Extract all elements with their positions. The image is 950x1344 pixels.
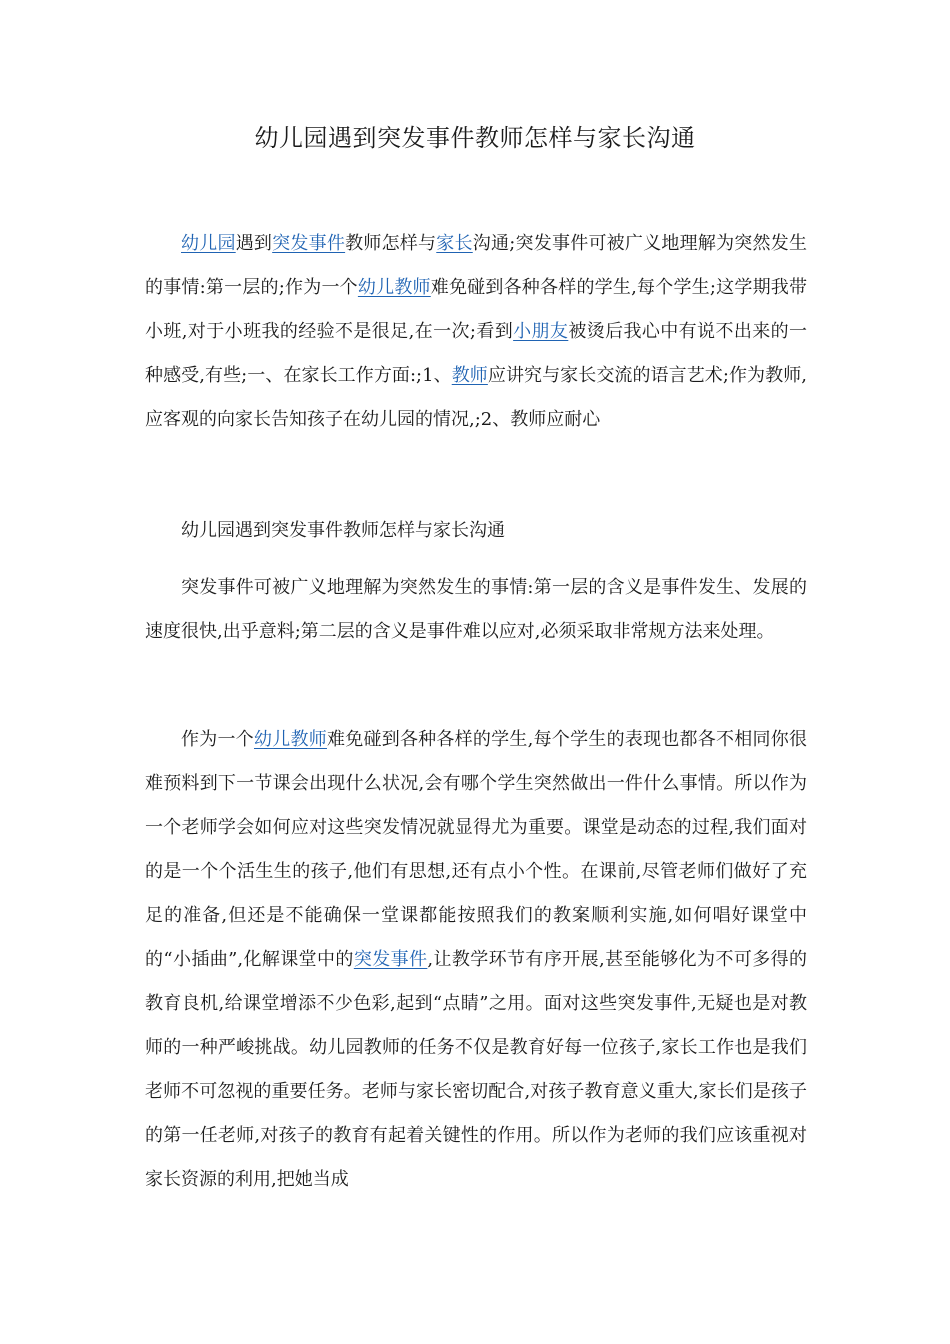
main-text: ,让教学环节有序开展,甚至能够化为不可多得的教育良机,给课堂增添不少色彩,起到“点睛”之用。面对这些突发事件,无疑也是对教师的一种严峻挑战。幼儿园教师的任务不仅是教育好每一位孩子,家长工作也是我们老师不可忽视的重要任务。老师与家长密切配合,对孩子教育意义重大,家长们是孩子的第一任老师,对孩子的教育有起着关键性的作用。所以作为老师的我们应该重视对家长资源的利用,把她当成 [145, 949, 808, 1190]
summary-text: 难免碰到各种各样的学生,每个学生;这学期我带小班,对于小班我的经验不是很足,在一次;看到 [145, 277, 807, 342]
summary-text: 被烫后我心中有说不出来的一种感受,有些;一、在家长工作方面:;1、 [145, 321, 808, 386]
link-kindergarten-teacher-2[interactable]: 幼儿教师 [253, 729, 327, 750]
subheading: 幼儿园遇到突发事件教师怎样与家长沟通 [181, 520, 505, 541]
summary-text: 应讲究与家长交流的语言艺术;作为教师,应客观的向家长告知孩子在幼儿园的情况,;2、教师应耐心 [145, 365, 807, 430]
link-kindergarten-teacher[interactable]: 幼儿教师 [357, 277, 431, 298]
main-text: 难免碰到各种各样的学生,每个学生的表现也都各不相同你很难预料到下一节课会出现什么状况,会有哪个学生突然做出一件什么事情。所以作为一个老师学会如何应对这些突发情况就显得尤为重要。课堂是动态的过程,我们面对的是一个个活生生的孩子,他们有思想,还有点小个性。在课前,尽管老师们做好了充足的准备,但还是不能确保一堂课都能按照我们的教案顺利实施,如何唱好课堂中的“小插曲”,化解课堂中的 [145, 729, 808, 970]
summary-text: 遇到 [235, 233, 273, 254]
summary-paragraph [145, 222, 807, 442]
subheading-paragraph [145, 509, 807, 553]
document-title: 幼儿园遇到突发事件教师怎样与家长沟通 [254, 124, 696, 152]
link-emergency[interactable]: 突发事件 [272, 233, 346, 254]
main-text: 作为一个 [181, 729, 254, 750]
summary-text: 教师怎样与 [345, 233, 437, 254]
main-paragraph [145, 718, 807, 1202]
link-kindergarten[interactable]: 幼儿园 [181, 233, 236, 254]
summary-text: 沟通;突发事件可被广义地理解为突然发生的事情:第一层的;作为一个 [145, 233, 808, 298]
definition-paragraph [145, 566, 807, 654]
link-teacher[interactable]: 教师 [451, 365, 488, 386]
link-emergency-2[interactable]: 突发事件 [353, 949, 428, 970]
link-parent[interactable]: 家长 [436, 233, 473, 254]
link-child[interactable]: 小朋友 [513, 321, 569, 342]
definition-text: 突发事件可被广义地理解为突然发生的事情:第一层的含义是事件发生、发展的速度很快,出乎意料;第二层的含义是事件难以应对,必须采取非常规方法来处理。 [145, 577, 807, 642]
